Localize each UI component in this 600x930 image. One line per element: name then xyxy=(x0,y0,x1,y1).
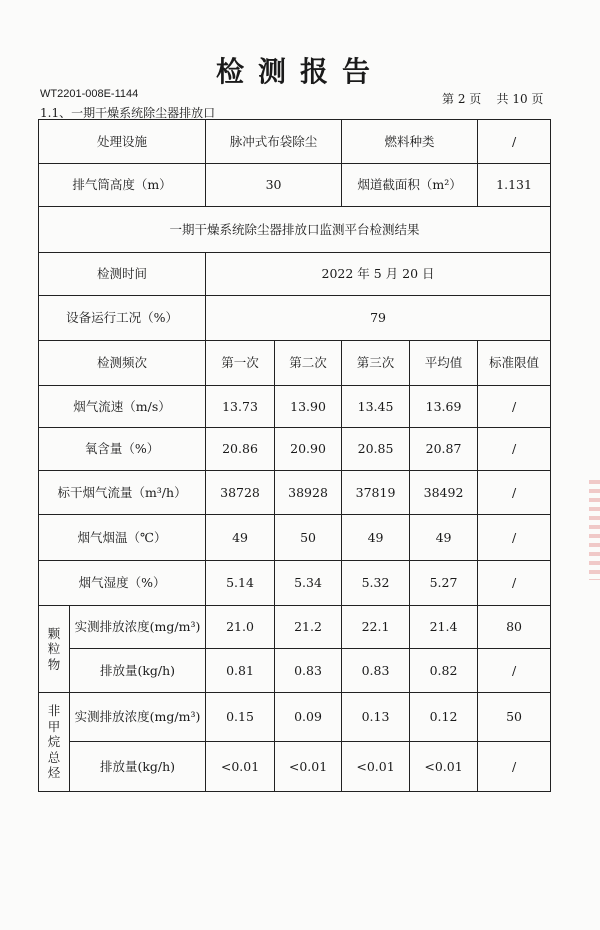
row-label: 烟气烟温（℃） xyxy=(39,515,206,561)
fuel-label: 燃料种类 xyxy=(342,120,478,164)
col-average: 平均值 xyxy=(410,341,478,386)
result-title: 一期干燥系统除尘器排放口监测平台检测结果 xyxy=(39,207,551,253)
cell: 80 xyxy=(478,606,551,649)
cell: 0.83 xyxy=(275,649,342,693)
cell: / xyxy=(478,471,551,515)
group-char: 甲 xyxy=(47,718,61,734)
cell: / xyxy=(478,428,551,471)
cell: 13.73 xyxy=(206,386,275,428)
operating-value: 79 xyxy=(206,296,551,341)
cell: 5.14 xyxy=(206,561,275,606)
cell: / xyxy=(478,742,551,792)
col-third: 第三次 xyxy=(342,341,410,386)
result-title-row xyxy=(39,207,551,253)
flue-area-value: 1.131 xyxy=(478,164,551,207)
table-row xyxy=(39,515,551,561)
table-row xyxy=(39,471,551,515)
group-char: 非 xyxy=(47,702,61,718)
facility-label: 处理设施 xyxy=(39,120,206,164)
cell: / xyxy=(478,561,551,606)
stack-height-label: 排气筒高度（m） xyxy=(39,164,206,207)
row-label: 实测排放浓度(mg/m³) xyxy=(70,693,206,742)
cell: 37819 xyxy=(342,471,410,515)
cell: 38928 xyxy=(275,471,342,515)
cell: 13.69 xyxy=(410,386,478,428)
page-number xyxy=(442,90,543,107)
stack-height-value: 30 xyxy=(206,164,342,207)
detect-time-row xyxy=(39,253,551,296)
cell: 0.81 xyxy=(206,649,275,693)
group-char: 烷 xyxy=(47,734,61,750)
info-row-1 xyxy=(39,120,551,164)
cell: 5.32 xyxy=(342,561,410,606)
cell: / xyxy=(478,649,551,693)
nmhc-rate-row xyxy=(39,742,551,792)
cell: 0.15 xyxy=(206,693,275,742)
cell: / xyxy=(478,515,551,561)
table-row xyxy=(39,561,551,606)
cell: 13.45 xyxy=(342,386,410,428)
seal-stamp-edge xyxy=(589,480,600,580)
cell: <0.01 xyxy=(342,742,410,792)
cell: / xyxy=(478,386,551,428)
cell: 21.0 xyxy=(206,606,275,649)
group-char: 烃 xyxy=(47,765,61,781)
table-row xyxy=(39,386,551,428)
page-total: 共 10 页 xyxy=(496,92,544,106)
cell: 38492 xyxy=(410,471,478,515)
group-char: 粒 xyxy=(47,641,61,657)
detect-time-value: 2022 年 5 月 20 日 xyxy=(206,253,551,296)
cell: 21.4 xyxy=(410,606,478,649)
cell: 5.34 xyxy=(275,561,342,606)
cell: 50 xyxy=(275,515,342,561)
group-char: 物 xyxy=(47,656,61,672)
fuel-value: / xyxy=(478,120,551,164)
cell: 50 xyxy=(478,693,551,742)
row-label: 排放量(kg/h) xyxy=(70,742,206,792)
row-label: 烟气湿度（%） xyxy=(39,561,206,606)
flue-area-label: 烟道截面积（m²） xyxy=(342,164,478,207)
nmhc-group-label xyxy=(39,693,70,792)
cell: 20.85 xyxy=(342,428,410,471)
facility-value: 脉冲式布袋除尘 xyxy=(206,120,342,164)
detect-time-label: 检测时间 xyxy=(39,253,206,296)
cell: 49 xyxy=(206,515,275,561)
col-first: 第一次 xyxy=(206,341,275,386)
frequency-label: 检测频次 xyxy=(39,341,206,386)
operating-label: 设备运行工况（%） xyxy=(39,296,206,341)
report-table xyxy=(38,119,551,792)
row-label: 实测排放浓度(mg/m³) xyxy=(70,606,206,649)
group-char: 总 xyxy=(47,749,61,765)
row-label: 标干烟气流量（m³/h） xyxy=(39,471,206,515)
cell: 38728 xyxy=(206,471,275,515)
cell: 20.86 xyxy=(206,428,275,471)
particulate-group-label xyxy=(39,606,70,693)
cell: 0.09 xyxy=(275,693,342,742)
nmhc-conc-row xyxy=(39,693,551,742)
group-char: 颗 xyxy=(47,625,61,641)
cell: 21.2 xyxy=(275,606,342,649)
cell: 0.82 xyxy=(410,649,478,693)
page-current: 第 2 页 xyxy=(442,92,482,106)
col-second: 第二次 xyxy=(275,341,342,386)
cell: <0.01 xyxy=(206,742,275,792)
cell: <0.01 xyxy=(410,742,478,792)
cell: 20.87 xyxy=(410,428,478,471)
particulate-rate-row xyxy=(39,649,551,693)
table-row xyxy=(39,428,551,471)
cell: 20.90 xyxy=(275,428,342,471)
row-label: 氧含量（%） xyxy=(39,428,206,471)
cell: 49 xyxy=(410,515,478,561)
section-title: 1.1、一期干燥系统除尘器排放口 xyxy=(40,106,216,120)
cell: 0.83 xyxy=(342,649,410,693)
row-label: 烟气流速（m/s） xyxy=(39,386,206,428)
cell: 13.90 xyxy=(275,386,342,428)
info-row-2 xyxy=(39,164,551,207)
cell: 0.12 xyxy=(410,693,478,742)
row-label: 排放量(kg/h) xyxy=(70,649,206,693)
particulate-conc-row xyxy=(39,606,551,649)
cell: 49 xyxy=(342,515,410,561)
cell: 5.27 xyxy=(410,561,478,606)
cell: 22.1 xyxy=(342,606,410,649)
col-limit: 标准限值 xyxy=(478,341,551,386)
cell: <0.01 xyxy=(275,742,342,792)
document-id: WT2201-008E-1144 xyxy=(40,88,139,100)
cell: 0.13 xyxy=(342,693,410,742)
report-title: 检测报告 xyxy=(215,55,384,88)
operating-row xyxy=(39,296,551,341)
column-header-row xyxy=(39,341,551,386)
